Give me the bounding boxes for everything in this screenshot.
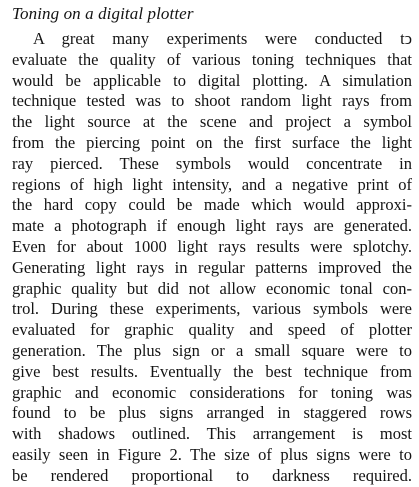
text-line: trol. During these experiments, various symbols were [12,299,412,319]
text-line: would be applicable to digital plotting. A simulation [12,70,412,90]
document-page [12,4,412,487]
text-line: graphic and economic considerations for toning was [12,382,412,402]
text-line: regions of high light intensity, and a negative print of [12,174,412,194]
text-line: mate a photograph if enough light rays are generated. [12,216,412,236]
text-line: evaluated for graphic quality and speed of plotter [12,320,412,340]
text-line: easily seen in Figure 2. The size of plus signs were to [12,444,412,464]
text-line: generation. The plus sign or a small square were to [12,340,412,360]
text-line: from the piercing point on the first surface the light [12,132,412,152]
body-paragraph [12,29,412,487]
text-line: ray pierced. These symbols would concentrate in [12,153,412,173]
text-line: with shadows outlined. This arrangement is most [12,424,412,444]
text-line: Even for about 1000 light rays results were splotchy. [12,236,412,256]
text-line: evaluate the quality of various toning techniques that [12,49,412,69]
text-line: found to be plus signs arranged in staggered rows [12,403,412,423]
text-line: Generating light rays in regular patterns improved the [12,257,412,277]
text-line: give best results. Eventually the best technique from [12,361,412,381]
text-line: technique tested was to shoot random light rays from [12,91,412,111]
text-line: the light source at the scene and project a symbol [12,112,412,132]
text-line: be rendered proportional to darkness required. [12,465,412,485]
text-line: graphic quality but did not allow economic tonal con- [12,278,412,298]
section-heading: Toning on a digital plotter [12,4,194,23]
text-line: the hard copy could be made which would approxi- [12,195,412,215]
text-line: A great many experiments were conducted tↄ [33,29,412,48]
